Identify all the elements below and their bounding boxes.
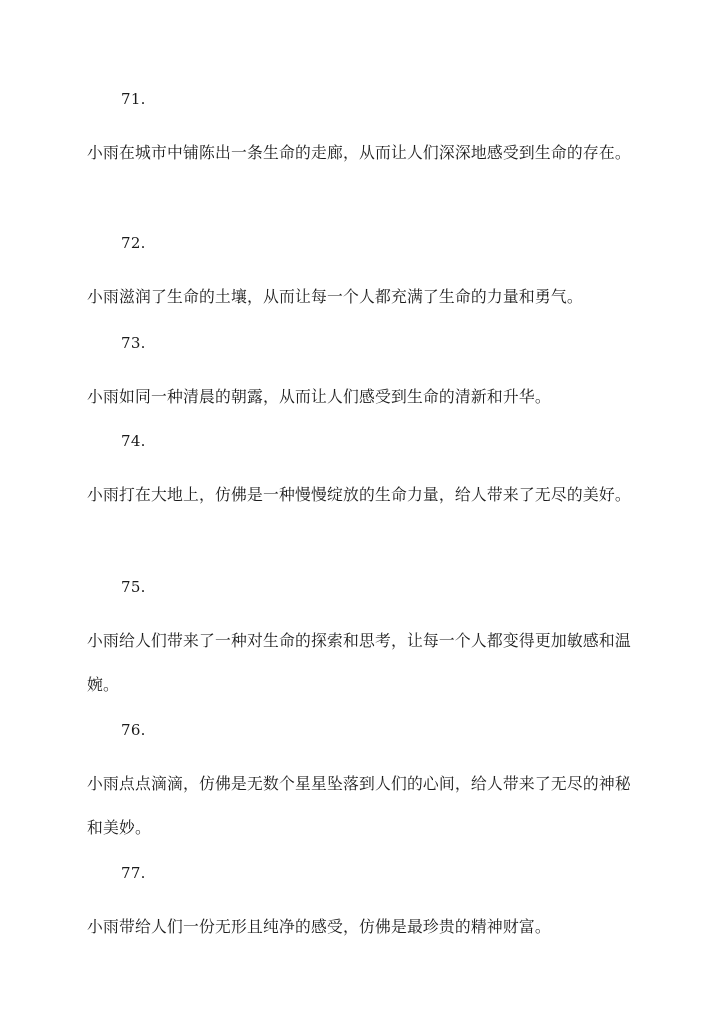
- entry-text: 小雨如同一种清晨的朝露，从而让人们感受到生命的清新和升华。: [87, 387, 551, 406]
- entry-number: 77.: [121, 864, 146, 882]
- entry-number: 76.: [121, 721, 146, 739]
- entry-text: 小雨给人们带来了一种对生命的探索和思考，让每一个人都变得更加敏感和温婉。: [87, 631, 631, 694]
- entry-text: 小雨打在大地上，仿佛是一种慢慢绽放的生命力量，给人带来了无尽的美好。: [87, 485, 631, 504]
- entry-text: 小雨点点滴滴，仿佛是无数个星星坠落到人们的心间，给人带来了无尽的神秘和美妙。: [87, 774, 631, 837]
- entry-text: 小雨滋润了生命的土壤，从而让每一个人都充满了生命的力量和勇气。: [87, 287, 583, 306]
- entry-number: 74.: [121, 432, 146, 450]
- entry-number: 73.: [121, 334, 146, 352]
- entry-text: 小雨带给人们一份无形且纯净的感受，仿佛是最珍贵的精神财富。: [87, 917, 551, 936]
- entry-number: 71.: [121, 90, 146, 108]
- entry-number: 75.: [121, 578, 146, 596]
- entry-text: 小雨在城市中铺陈出一条生命的走廊，从而让人们深深地感受到生命的存在。: [87, 143, 631, 162]
- entry-number: 72.: [121, 234, 146, 252]
